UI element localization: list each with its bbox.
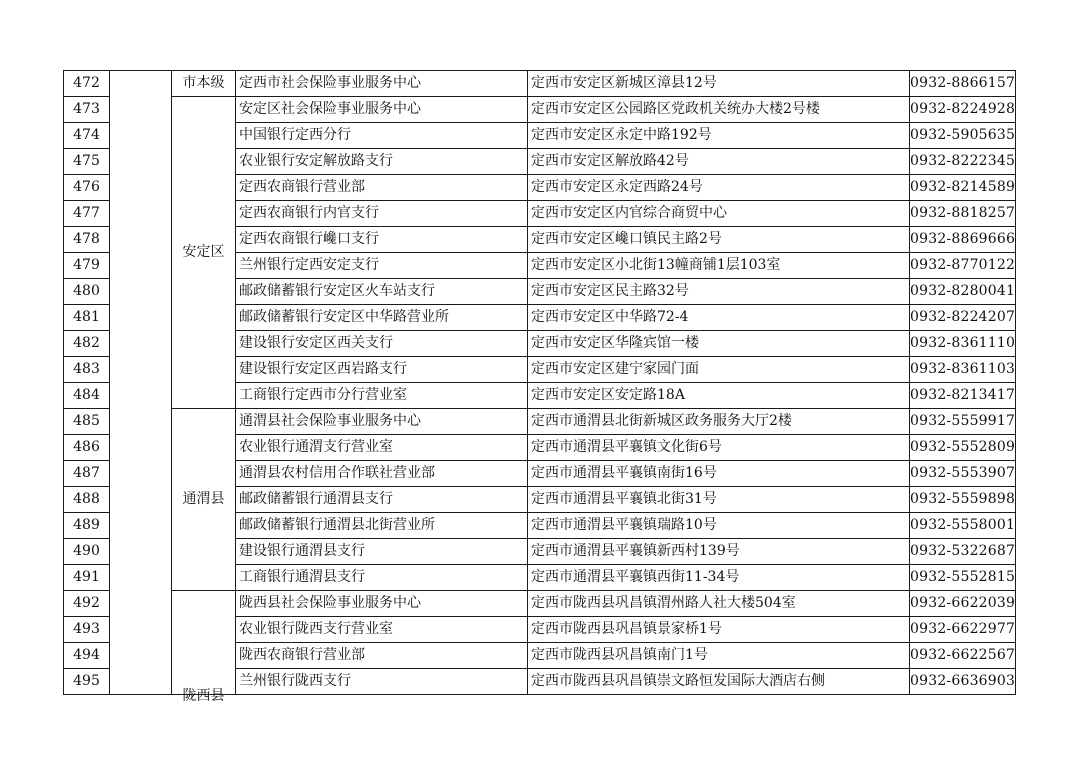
outlet-phone: 0932-5553907 bbox=[910, 461, 1016, 487]
district-cell bbox=[172, 71, 236, 97]
row-number: 490 bbox=[64, 539, 110, 565]
outlet-address: 定西市安定区中华路72-4 bbox=[528, 305, 910, 331]
outlet-phone: 0932-5552815 bbox=[910, 565, 1016, 591]
row-number: 477 bbox=[64, 201, 110, 227]
row-number: 483 bbox=[64, 357, 110, 383]
outlet-address: 定西市安定区公园路区党政机关统办大楼2号楼 bbox=[528, 97, 910, 123]
outlet-phone: 0932-8214589 bbox=[910, 175, 1016, 201]
row-number: 476 bbox=[64, 175, 110, 201]
row-number: 472 bbox=[64, 71, 110, 97]
outlet-name: 建设银行安定区西岩路支行 bbox=[236, 357, 528, 383]
service-outlet-table bbox=[63, 70, 1016, 704]
row-number: 491 bbox=[64, 565, 110, 591]
row-number: 493 bbox=[64, 617, 110, 643]
row-number: 485 bbox=[64, 409, 110, 435]
outlet-name: 建设银行通渭县支行 bbox=[236, 539, 528, 565]
row-number: 478 bbox=[64, 227, 110, 253]
outlet-name: 农业银行安定解放路支行 bbox=[236, 149, 528, 175]
outlet-name: 邮政储蓄银行安定区中华路营业所 bbox=[236, 305, 528, 331]
outlet-phone: 0932-5905635 bbox=[910, 123, 1016, 149]
outlet-name: 工商银行通渭县支行 bbox=[236, 565, 528, 591]
outlet-phone: 0932-5559898 bbox=[910, 487, 1016, 513]
row-number: 473 bbox=[64, 97, 110, 123]
outlet-address: 定西市安定区巉口镇民主路2号 bbox=[528, 227, 910, 253]
outlet-address: 定西市通渭县平襄镇西街11-34号 bbox=[528, 565, 910, 591]
row-number: 488 bbox=[64, 487, 110, 513]
outlet-name: 中国银行定西分行 bbox=[236, 123, 528, 149]
outlet-address: 定西市通渭县平襄镇瑞路10号 bbox=[528, 513, 910, 539]
outlet-address: 定西市安定区小北街13幢商铺1层103室 bbox=[528, 253, 910, 279]
row-number: 495 bbox=[64, 669, 110, 695]
outlet-name: 邮政储蓄银行安定区火车站支行 bbox=[236, 279, 528, 305]
outlet-address: 定西市通渭县北街新城区政务服务大厅2楼 bbox=[528, 409, 910, 435]
outlet-address: 定西市通渭县平襄镇北街31号 bbox=[528, 487, 910, 513]
outlet-phone: 0932-8280041 bbox=[910, 279, 1016, 305]
district-label: 安定区 bbox=[182, 244, 225, 260]
district-label: 市本级 bbox=[182, 75, 225, 91]
outlet-name: 邮政储蓄银行通渭县支行 bbox=[236, 487, 528, 513]
district-label: 陇西县 bbox=[182, 688, 225, 704]
row-number: 494 bbox=[64, 643, 110, 669]
outlet-address: 定西市通渭县平襄镇新西村139号 bbox=[528, 539, 910, 565]
outlet-phone: 0932-5558001 bbox=[910, 513, 1016, 539]
outlet-name: 农业银行通渭支行营业室 bbox=[236, 435, 528, 461]
outlet-name: 安定区社会保险事业服务中心 bbox=[236, 97, 528, 123]
outlet-name: 陇西县社会保险事业服务中心 bbox=[236, 591, 528, 617]
row-number: 474 bbox=[64, 123, 110, 149]
outlet-address: 定西市安定区新城区漳县12号 bbox=[528, 71, 910, 97]
outlet-name: 兰州银行定西安定支行 bbox=[236, 253, 528, 279]
outlet-phone: 0932-6622039 bbox=[910, 591, 1016, 617]
outlet-address: 定西市陇西县巩昌镇南门1号 bbox=[528, 643, 910, 669]
table-row bbox=[64, 591, 1016, 617]
outlet-name: 定西市社会保险事业服务中心 bbox=[236, 71, 528, 97]
outlet-phone: 0932-8222345 bbox=[910, 149, 1016, 175]
outlet-address: 定西市通渭县平襄镇南街16号 bbox=[528, 461, 910, 487]
outlet-address: 定西市陇西县巩昌镇景家桥1号 bbox=[528, 617, 910, 643]
outlet-name: 通渭县农村信用合作联社营业部 bbox=[236, 461, 528, 487]
table-row bbox=[64, 97, 1016, 123]
table-row bbox=[64, 71, 1016, 97]
district-label: 通渭县 bbox=[182, 491, 225, 507]
outlet-phone: 0932-6636903 bbox=[910, 669, 1016, 695]
row-number: 487 bbox=[64, 461, 110, 487]
outlet-address: 定西市安定区华隆宾馆一楼 bbox=[528, 331, 910, 357]
outlet-phone: 0932-8866157 bbox=[910, 71, 1016, 97]
outlet-phone: 0932-8224207 bbox=[910, 305, 1016, 331]
service-outlet-table-page bbox=[63, 70, 1016, 704]
outlet-address: 定西市安定区永定中路192号 bbox=[528, 123, 910, 149]
outlet-address: 定西市安定区安定路18A bbox=[528, 383, 910, 409]
outlet-phone: 0932-8770122 bbox=[910, 253, 1016, 279]
district-cell bbox=[172, 409, 236, 591]
row-number: 489 bbox=[64, 513, 110, 539]
outlet-phone: 0932-5552809 bbox=[910, 435, 1016, 461]
outlet-name: 定西农商银行内官支行 bbox=[236, 201, 528, 227]
region-column-cell bbox=[110, 71, 172, 695]
outlet-name: 兰州银行陇西支行 bbox=[236, 669, 528, 695]
row-number: 486 bbox=[64, 435, 110, 461]
outlet-name: 工商银行定西市分行营业室 bbox=[236, 383, 528, 409]
outlet-address: 定西市安定区内官综合商贸中心 bbox=[528, 201, 910, 227]
row-number: 479 bbox=[64, 253, 110, 279]
outlet-name: 建设银行安定区西关支行 bbox=[236, 331, 528, 357]
outlet-name: 通渭县社会保险事业服务中心 bbox=[236, 409, 528, 435]
outlet-phone: 0932-5322687 bbox=[910, 539, 1016, 565]
outlet-name: 定西农商银行巉口支行 bbox=[236, 227, 528, 253]
district-cell bbox=[172, 97, 236, 409]
outlet-phone: 0932-8818257 bbox=[910, 201, 1016, 227]
outlet-phone: 0932-8361103 bbox=[910, 357, 1016, 383]
outlet-address: 定西市安定区民主路32号 bbox=[528, 279, 910, 305]
outlet-address: 定西市安定区建宁家园门面 bbox=[528, 357, 910, 383]
outlet-name: 农业银行陇西支行营业室 bbox=[236, 617, 528, 643]
outlet-address: 定西市陇西县巩昌镇渭州路人社大楼504室 bbox=[528, 591, 910, 617]
row-number: 475 bbox=[64, 149, 110, 175]
outlet-name: 陇西农商银行营业部 bbox=[236, 643, 528, 669]
outlet-address: 定西市通渭县平襄镇文化街6号 bbox=[528, 435, 910, 461]
row-number: 481 bbox=[64, 305, 110, 331]
outlet-phone: 0932-8213417 bbox=[910, 383, 1016, 409]
outlet-phone: 0932-6622567 bbox=[910, 643, 1016, 669]
row-number: 484 bbox=[64, 383, 110, 409]
outlet-phone: 0932-5559917 bbox=[910, 409, 1016, 435]
outlet-name: 邮政储蓄银行通渭县北街营业所 bbox=[236, 513, 528, 539]
outlet-phone: 0932-8224928 bbox=[910, 97, 1016, 123]
row-number: 480 bbox=[64, 279, 110, 305]
row-number: 482 bbox=[64, 331, 110, 357]
outlet-phone: 0932-6622977 bbox=[910, 617, 1016, 643]
outlet-address: 定西市安定区永定西路24号 bbox=[528, 175, 910, 201]
outlet-name: 定西农商银行营业部 bbox=[236, 175, 528, 201]
district-cell bbox=[172, 591, 236, 704]
outlet-address: 定西市陇西县巩昌镇崇文路恒发国际大酒店右侧 bbox=[528, 669, 910, 695]
table-row bbox=[64, 409, 1016, 435]
outlet-address: 定西市安定区解放路42号 bbox=[528, 149, 910, 175]
row-number: 492 bbox=[64, 591, 110, 617]
outlet-phone: 0932-8361110 bbox=[910, 331, 1016, 357]
outlet-phone: 0932-8869666 bbox=[910, 227, 1016, 253]
